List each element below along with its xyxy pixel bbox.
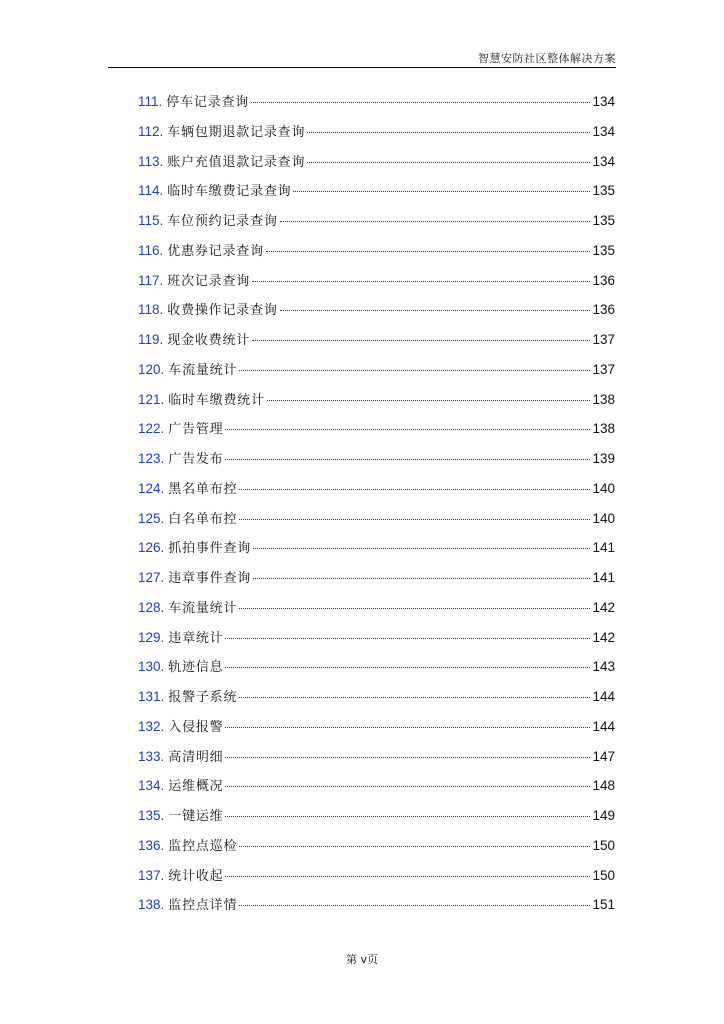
toc-entry-title[interactable]: 统计收起	[168, 868, 224, 884]
toc-entry-page[interactable]: 140	[592, 480, 615, 496]
toc-entry-page[interactable]: 142	[592, 599, 615, 615]
toc-entry-title[interactable]: 临时车缴费记录查询	[167, 184, 292, 200]
toc-dot-leader	[307, 162, 590, 163]
toc-entry[interactable]	[138, 92, 615, 122]
toc-entry-title[interactable]: 黑名单布控	[168, 481, 238, 497]
toc-entry-number[interactable]: 136.	[138, 837, 165, 853]
toc-entry-number[interactable]: 132.	[138, 718, 165, 734]
toc-entry-page[interactable]: 135	[592, 183, 615, 199]
toc-entry-page[interactable]: 137	[592, 361, 615, 377]
toc-entry-number[interactable]: 114.	[138, 183, 164, 199]
toc-entry-number[interactable]: 120.	[138, 361, 165, 377]
toc-entry-number[interactable]: 112.	[138, 123, 164, 139]
toc-entry-number[interactable]: 127.	[138, 570, 165, 585]
toc-entry-number[interactable]: 131.	[138, 689, 165, 704]
toc-entry-number[interactable]: 115.	[138, 213, 164, 228]
toc-entry[interactable]	[138, 776, 615, 806]
toc-entry-title[interactable]: 抓拍事件查询	[168, 541, 252, 557]
toc-entry-title[interactable]: 停车记录查询	[166, 95, 250, 110]
toc-entry-page[interactable]: 148	[592, 778, 615, 794]
toc-dot-leader	[267, 400, 591, 401]
toc-entry-number[interactable]: 122.	[138, 421, 165, 437]
toc-entry-page[interactable]: 147	[592, 748, 615, 764]
toc-dot-leader	[225, 786, 590, 787]
toc-dot-leader	[253, 548, 590, 549]
toc-entry[interactable]	[138, 509, 615, 539]
toc-entry-title[interactable]: 白名单布控	[168, 511, 238, 527]
toc-entry-title[interactable]: 轨迹信息	[168, 660, 224, 676]
toc-dot-leader	[225, 727, 590, 728]
toc-entry[interactable]	[138, 479, 615, 509]
toc-entry[interactable]	[138, 866, 615, 896]
toc-entry-number[interactable]: 134.	[138, 778, 165, 794]
toc-entry-page[interactable]: 141	[592, 570, 615, 585]
toc-entry[interactable]	[138, 657, 615, 687]
toc-dot-leader	[225, 667, 590, 668]
toc-entry[interactable]	[138, 419, 615, 449]
toc-entry-number[interactable]: 124.	[138, 480, 165, 496]
toc-dot-leader	[225, 459, 590, 460]
toc-entry-title[interactable]: 广告管理	[168, 422, 224, 438]
toc-entry-title[interactable]: 账户充值退款记录查询	[167, 154, 306, 170]
toc-entry-page[interactable]: 138	[592, 391, 615, 407]
toc-entry-title[interactable]: 监控点详情	[168, 898, 238, 914]
toc-entry-title[interactable]: 车辆包期退款记录查询	[167, 124, 306, 140]
toc-dot-leader	[253, 578, 590, 579]
toc-entry-page[interactable]: 135	[592, 213, 615, 228]
toc-dot-leader	[239, 846, 590, 847]
toc-entry-title[interactable]: 监控点巡检	[168, 838, 238, 854]
toc-entry-page[interactable]: 143	[592, 659, 615, 675]
toc-entry-page[interactable]: 136	[592, 272, 615, 288]
toc-entry-page[interactable]: 139	[592, 451, 615, 466]
table-of-contents	[138, 92, 615, 925]
toc-entry-number[interactable]: 133.	[138, 748, 165, 764]
document-header-title: 智慧安防社区整体解决方案	[478, 52, 616, 65]
toc-entry-title[interactable]: 报警子系统	[168, 690, 238, 705]
toc-entry-number[interactable]: 111.	[138, 94, 163, 109]
toc-entry[interactable]	[138, 449, 615, 479]
toc-entry-title[interactable]: 收费操作记录查询	[167, 303, 278, 319]
toc-dot-leader	[225, 638, 590, 639]
toc-entry-title[interactable]: 违章事件查询	[168, 571, 252, 586]
toc-entry-number[interactable]: 113.	[138, 153, 164, 169]
toc-entry-number[interactable]: 135.	[138, 808, 165, 823]
toc-entry-page[interactable]: 135	[592, 242, 615, 258]
toc-entry[interactable]	[138, 300, 615, 330]
toc-entry-title[interactable]: 入侵报警	[168, 719, 224, 735]
toc-dot-leader	[239, 697, 590, 698]
toc-entry-title[interactable]: 车流量统计	[168, 362, 238, 378]
toc-entry[interactable]	[138, 181, 615, 211]
toc-entry-page[interactable]: 141	[592, 540, 615, 556]
toc-entry[interactable]	[138, 895, 615, 925]
toc-entry[interactable]	[138, 687, 615, 717]
toc-entry-number[interactable]: 138.	[138, 897, 165, 913]
toc-entry[interactable]	[138, 152, 615, 182]
toc-entry[interactable]	[138, 836, 615, 866]
toc-entry-number[interactable]: 125.	[138, 510, 165, 526]
toc-entry-number[interactable]: 116.	[138, 242, 164, 258]
toc-entry-title[interactable]: 一键运维	[168, 809, 224, 824]
toc-entry-page[interactable]: 149	[592, 808, 615, 823]
toc-entry[interactable]	[138, 390, 615, 420]
toc-entry-number[interactable]: 126.	[138, 540, 165, 556]
toc-entry-number[interactable]: 123.	[138, 451, 165, 466]
toc-entry-page[interactable]: 150	[592, 867, 615, 883]
toc-entry-page[interactable]: 144	[592, 689, 615, 704]
toc-dot-leader	[280, 310, 591, 311]
toc-dot-leader	[239, 608, 590, 609]
toc-dot-leader	[239, 489, 590, 490]
toc-entry[interactable]	[138, 538, 615, 568]
toc-entry-title[interactable]: 现金收费统计	[167, 333, 251, 348]
toc-entry-number[interactable]: 118.	[138, 302, 164, 318]
toc-dot-leader	[225, 816, 590, 817]
toc-dot-leader	[280, 221, 591, 222]
toc-entry-title[interactable]: 班次记录查询	[167, 273, 251, 289]
toc-entry[interactable]	[138, 598, 615, 628]
toc-entry-number[interactable]: 121.	[138, 391, 165, 407]
toc-entry[interactable]	[138, 717, 615, 747]
toc-entry-title[interactable]: 优惠券记录查询	[167, 243, 264, 259]
toc-dot-leader	[225, 876, 590, 877]
toc-entry-number[interactable]: 130.	[138, 659, 165, 675]
toc-dot-leader	[239, 905, 590, 906]
toc-entry-number[interactable]: 129.	[138, 629, 165, 645]
toc-entry[interactable]	[138, 271, 615, 301]
toc-entry-title[interactable]: 临时车缴费统计	[168, 392, 265, 408]
toc-entry-page[interactable]: 142	[592, 629, 615, 645]
toc-entry-page[interactable]: 134	[592, 123, 615, 139]
toc-entry[interactable]	[138, 806, 615, 836]
toc-dot-leader	[239, 370, 590, 371]
toc-entry[interactable]	[138, 747, 615, 777]
toc-entry-page[interactable]: 144	[592, 718, 615, 734]
toc-entry-page[interactable]: 136	[592, 302, 615, 318]
toc-entry-number[interactable]: 128.	[138, 599, 165, 615]
toc-entry[interactable]	[138, 360, 615, 390]
toc-entry-page[interactable]: 134	[592, 153, 615, 169]
toc-entry-number[interactable]: 137.	[138, 867, 165, 883]
toc-entry-title[interactable]: 广告发布	[168, 452, 224, 467]
toc-dot-leader	[252, 281, 590, 282]
toc-dot-leader	[252, 340, 590, 341]
toc-entry-page[interactable]: 151	[592, 897, 615, 913]
toc-dot-leader	[307, 132, 590, 133]
header-divider	[108, 67, 616, 68]
toc-entry-title[interactable]: 违章统计	[168, 630, 224, 646]
toc-entry-page[interactable]: 140	[592, 510, 615, 526]
toc-entry-page[interactable]: 137	[592, 332, 615, 347]
toc-dot-leader	[293, 191, 590, 192]
toc-entry-title[interactable]: 运维概况	[168, 779, 224, 795]
toc-entry[interactable]	[138, 211, 615, 241]
toc-entry[interactable]	[138, 330, 615, 360]
page-number: 第 v页	[345, 953, 378, 966]
toc-entry[interactable]	[138, 568, 615, 598]
toc-entry-title[interactable]: 车流量统计	[168, 600, 238, 616]
toc-dot-leader	[251, 102, 590, 103]
toc-entry-page[interactable]: 150	[592, 837, 615, 853]
toc-dot-leader	[225, 757, 590, 758]
toc-entry-page[interactable]: 138	[592, 421, 615, 437]
toc-entry-page[interactable]: 134	[592, 94, 615, 109]
toc-entry[interactable]	[138, 241, 615, 271]
toc-dot-leader	[239, 519, 590, 520]
toc-entry-title[interactable]: 车位预约记录查询	[167, 214, 278, 229]
toc-entry-number[interactable]: 117.	[138, 272, 164, 288]
toc-entry[interactable]	[138, 122, 615, 152]
toc-entry-title[interactable]: 高清明细	[168, 749, 224, 765]
toc-dot-leader	[225, 429, 590, 430]
toc-entry-number[interactable]: 119.	[138, 332, 164, 347]
toc-dot-leader	[266, 251, 591, 252]
toc-entry[interactable]	[138, 628, 615, 658]
